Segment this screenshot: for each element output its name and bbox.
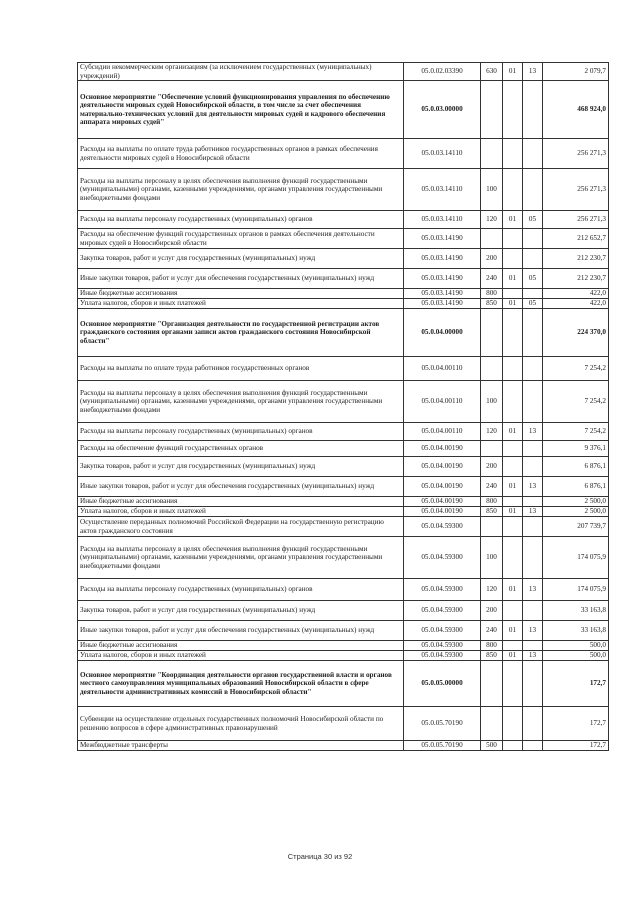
section-cell [503,601,523,621]
amount-cell: 212 230,7 [543,249,609,269]
table-row [78,741,609,751]
page-footer: Страница 30 из 92 [287,852,353,861]
section-cell [503,229,523,249]
expense-name-cell: Иные бюджетные ассигнования [78,289,404,299]
section-cell [503,81,523,139]
subsection-cell [523,641,543,651]
table-row [78,641,609,651]
target-article-cell: 05.0.04.59300 [404,651,481,661]
amount-cell: 6 876,1 [543,457,609,477]
table-row [78,621,609,641]
subsection-cell [523,537,543,579]
expense-type-cell: 200 [481,601,503,621]
expense-name-cell: Уплата налогов, сборов и иных платежей [78,507,404,517]
target-article-cell: 05.0.04.00110 [404,357,481,381]
expense-name-cell: Уплата налогов, сборов и иных платежей [78,651,404,661]
target-article-cell: 05.0.03.14110 [404,169,481,211]
expense-name-cell: Расходы на обеспечение функций государственных органов [78,441,404,457]
expense-name-cell: Расходы на выплаты персоналу государственных (муниципальных) органов [78,211,404,229]
amount-cell: 2 500,0 [543,497,609,507]
section-cell [503,641,523,651]
expense-name-cell: Иные закупки товаров, работ и услуг для обеспечения государственных (муниципальных) нужд [78,269,404,289]
subsection-cell: 13 [523,507,543,517]
target-article-cell: 05.0.03.14190 [404,269,481,289]
section-cell [503,381,523,423]
section-cell [503,707,523,741]
subsection-cell: 13 [523,651,543,661]
amount-cell: 207 739,7 [543,517,609,537]
subsection-cell: 13 [523,63,543,81]
table-row [78,517,609,537]
amount-cell: 174 075,9 [543,579,609,601]
section-cell [503,289,523,299]
expense-name-cell: Расходы на обеспечение функций государственных органов в рамках обеспечения деятельности мировых судей в Новосибирской области [78,229,404,249]
table-row [78,579,609,601]
expense-type-cell: 120 [481,211,503,229]
expense-name-cell: Осуществление переданных полномочий Российской Федерации на государственную регистрацию актов гражданского состояния [78,517,404,537]
expense-name-cell: Расходы на выплаты персоналу в целях обеспечения выполнения функций государственными (муниципальными) органами, казенными учреждениями, органами управления государственными внебюджетными фондами [78,169,404,211]
target-article-cell: 05.0.05.70190 [404,707,481,741]
table-row [78,651,609,661]
expense-type-cell: 100 [481,381,503,423]
section-cell [503,537,523,579]
expense-name-cell: Основное мероприятие "Организация деятельности по государственной регистрации актов гражданского состояния органами записи актов гражданского состояния Новосибирской области" [78,309,404,357]
target-article-cell: 05.0.04.00190 [404,497,481,507]
amount-cell: 212 652,7 [543,229,609,249]
subsection-cell [523,249,543,269]
subsection-cell [523,139,543,169]
amount-cell: 172,7 [543,707,609,741]
section-cell [503,139,523,169]
section-cell [503,169,523,211]
expense-type-cell [481,707,503,741]
subsection-cell [523,707,543,741]
section-cell [503,357,523,381]
subsection-cell [523,169,543,211]
expense-type-cell: 800 [481,497,503,507]
expense-name-cell: Расходы на выплаты по оплате труда работников государственных органов [78,357,404,381]
subsection-cell: 05 [523,269,543,289]
expense-name-cell: Расходы на выплаты по оплате труда работников государственных органов в рамках обеспечения деятельности мировых судей в Новосибирской области [78,139,404,169]
subsection-cell [523,357,543,381]
expense-name-cell: Закупка товаров, работ и услуг для государственных (муниципальных) нужд [78,601,404,621]
section-cell: 01 [503,423,523,441]
section-cell: 01 [503,651,523,661]
expense-name-cell: Иные закупки товаров, работ и услуг для обеспечения государственных (муниципальных) нужд [78,621,404,641]
table-row [78,601,609,621]
amount-cell: 33 163,8 [543,601,609,621]
table-row [78,707,609,741]
section-cell: 01 [503,579,523,601]
amount-cell: 256 271,3 [543,139,609,169]
amount-cell: 256 271,3 [543,169,609,211]
subsection-cell: 13 [523,477,543,497]
table-row [78,441,609,457]
target-article-cell: 05.0.03.14110 [404,139,481,169]
expense-type-cell: 500 [481,741,503,751]
section-cell [503,249,523,269]
section-cell: 01 [503,299,523,309]
table-row [78,507,609,517]
subsection-cell [523,457,543,477]
target-article-cell: 05.0.04.00190 [404,441,481,457]
expense-type-cell: 850 [481,299,503,309]
table-row [78,289,609,299]
table-row [78,269,609,289]
table-row [78,537,609,579]
subsection-cell: 13 [523,423,543,441]
target-article-cell: 05.0.04.00000 [404,309,481,357]
subsection-cell: 05 [523,299,543,309]
expense-type-cell [481,441,503,457]
amount-cell: 174 075,9 [543,537,609,579]
expense-name-cell: Основное мероприятие "Обеспечение условий функционирования управления по обеспечению деятельности мировых судей Новосибирской области, в том числе за счет обеспечения материально-технических условий для деятельности мировых судей и кадрового обеспечения аппарата мировых судей" [78,81,404,139]
target-article-cell: 05.0.04.00110 [404,381,481,423]
subsection-cell [523,81,543,139]
target-article-cell: 05.0.03.14190 [404,229,481,249]
table-row [78,457,609,477]
expense-type-cell: 100 [481,537,503,579]
expense-type-cell: 630 [481,63,503,81]
expense-type-cell [481,661,503,707]
table-row [78,497,609,507]
subsection-cell [523,229,543,249]
expense-name-cell: Субвенции на осуществление отдельных государственных полномочий Новосибирской области по решению вопросов в сфере административных правонарушений [78,707,404,741]
budget-table [77,62,609,751]
section-cell: 01 [503,211,523,229]
table-row [78,381,609,423]
section-cell [503,457,523,477]
amount-cell: 500,0 [543,651,609,661]
target-article-cell: 05.0.03.14190 [404,289,481,299]
amount-cell: 33 163,8 [543,621,609,641]
section-cell [503,517,523,537]
table-row [78,249,609,269]
section-cell [503,497,523,507]
expense-type-cell: 100 [481,169,503,211]
subsection-cell [523,441,543,457]
expense-name-cell: Основное мероприятие "Координация деятельности органов государственной власти и органов местного самоуправления муниципальных образований Новосибирской области в сфере деятельности административных комиссий в Новосибирской области" [78,661,404,707]
expense-name-cell: Расходы на выплаты персоналу в целях обеспечения выполнения функций государственными (муниципальными) органами, казенными учреждениями, органами управления государственными внебюджетными фондами [78,537,404,579]
expense-name-cell: Иные закупки товаров, работ и услуг для обеспечения государственных (муниципальных) нужд [78,477,404,497]
expense-type-cell [481,357,503,381]
subsection-cell: 13 [523,579,543,601]
expense-type-cell [481,81,503,139]
subsection-cell [523,381,543,423]
amount-cell: 256 271,3 [543,211,609,229]
expense-type-cell: 800 [481,641,503,651]
table-row [78,139,609,169]
table-row [78,477,609,497]
subsection-cell [523,497,543,507]
section-cell: 01 [503,621,523,641]
amount-cell: 422,0 [543,299,609,309]
target-article-cell: 05.0.03.14190 [404,249,481,269]
expense-name-cell: Субсидии некоммерческим организациям (за исключением государственных (муниципальных) учреждений) [78,63,404,81]
subsection-cell: 05 [523,211,543,229]
target-article-cell: 05.0.04.59300 [404,517,481,537]
table-row [78,357,609,381]
target-article-cell: 05.0.05.00000 [404,661,481,707]
subsection-cell [523,289,543,299]
amount-cell: 422,0 [543,289,609,299]
amount-cell: 7 254,2 [543,423,609,441]
expense-name-cell: Уплата налогов, сборов и иных платежей [78,299,404,309]
expense-type-cell: 120 [481,579,503,601]
budget-table-page [77,62,608,751]
table-row [78,63,609,81]
expense-type-cell [481,139,503,169]
section-cell: 01 [503,269,523,289]
amount-cell: 468 924,0 [543,81,609,139]
target-article-cell: 05.0.03.00000 [404,81,481,139]
amount-cell: 7 254,2 [543,381,609,423]
expense-type-cell: 240 [481,621,503,641]
expense-name-cell: Иные бюджетные ассигнования [78,641,404,651]
section-cell [503,661,523,707]
expense-type-cell: 120 [481,423,503,441]
table-row [78,423,609,441]
table-row [78,661,609,707]
subsection-cell: 13 [523,621,543,641]
expense-type-cell [481,309,503,357]
target-article-cell: 05.0.04.59300 [404,579,481,601]
amount-cell: 500,0 [543,641,609,651]
target-article-cell: 05.0.05.70190 [404,741,481,751]
subsection-cell [523,517,543,537]
subsection-cell [523,741,543,751]
expense-name-cell: Расходы на выплаты персоналу государственных (муниципальных) органов [78,423,404,441]
target-article-cell: 05.0.04.00110 [404,423,481,441]
expense-name-cell: Закупка товаров, работ и услуг для государственных (муниципальных) нужд [78,457,404,477]
amount-cell: 172,7 [543,741,609,751]
section-cell [503,309,523,357]
section-cell: 01 [503,63,523,81]
expense-name-cell: Закупка товаров, работ и услуг для государственных (муниципальных) нужд [78,249,404,269]
expense-type-cell: 850 [481,507,503,517]
amount-cell: 2 079,7 [543,63,609,81]
table-row [78,211,609,229]
amount-cell: 212 230,7 [543,269,609,289]
table-row [78,299,609,309]
target-article-cell: 05.0.04.00190 [404,457,481,477]
expense-type-cell: 200 [481,457,503,477]
amount-cell: 9 376,1 [543,441,609,457]
target-article-cell: 05.0.04.00190 [404,477,481,497]
expense-type-cell: 800 [481,289,503,299]
amount-cell: 6 876,1 [543,477,609,497]
target-article-cell: 05.0.03.14110 [404,211,481,229]
expense-name-cell: Расходы на выплаты персоналу в целях обеспечения выполнения функций государственными (муниципальными) органами, казенными учреждениями, органами управления государственными внебюджетными фондами [78,381,404,423]
amount-cell: 224 370,0 [543,309,609,357]
section-cell [503,741,523,751]
expense-name-cell: Иные бюджетные ассигнования [78,497,404,507]
amount-cell: 2 500,0 [543,507,609,517]
target-article-cell: 05.0.04.59300 [404,537,481,579]
expense-name-cell: Расходы на выплаты персоналу государственных (муниципальных) органов [78,579,404,601]
expense-type-cell: 200 [481,249,503,269]
section-cell: 01 [503,507,523,517]
target-article-cell: 05.0.04.59300 [404,641,481,651]
expense-name-cell: Межбюджетные трансферты [78,741,404,751]
target-article-cell: 05.0.02.03390 [404,63,481,81]
subsection-cell [523,601,543,621]
budget-table-body [78,63,609,751]
section-cell [503,441,523,457]
amount-cell: 172,7 [543,661,609,707]
table-row [78,229,609,249]
subsection-cell [523,309,543,357]
expense-type-cell: 850 [481,651,503,661]
expense-type-cell [481,229,503,249]
expense-type-cell [481,517,503,537]
target-article-cell: 05.0.04.59300 [404,601,481,621]
expense-type-cell: 240 [481,269,503,289]
target-article-cell: 05.0.04.59300 [404,621,481,641]
target-article-cell: 05.0.04.00190 [404,507,481,517]
subsection-cell [523,661,543,707]
expense-type-cell: 240 [481,477,503,497]
section-cell: 01 [503,477,523,497]
table-row [78,169,609,211]
amount-cell: 7 254,2 [543,357,609,381]
table-row [78,309,609,357]
table-row [78,81,609,139]
target-article-cell: 05.0.03.14190 [404,299,481,309]
